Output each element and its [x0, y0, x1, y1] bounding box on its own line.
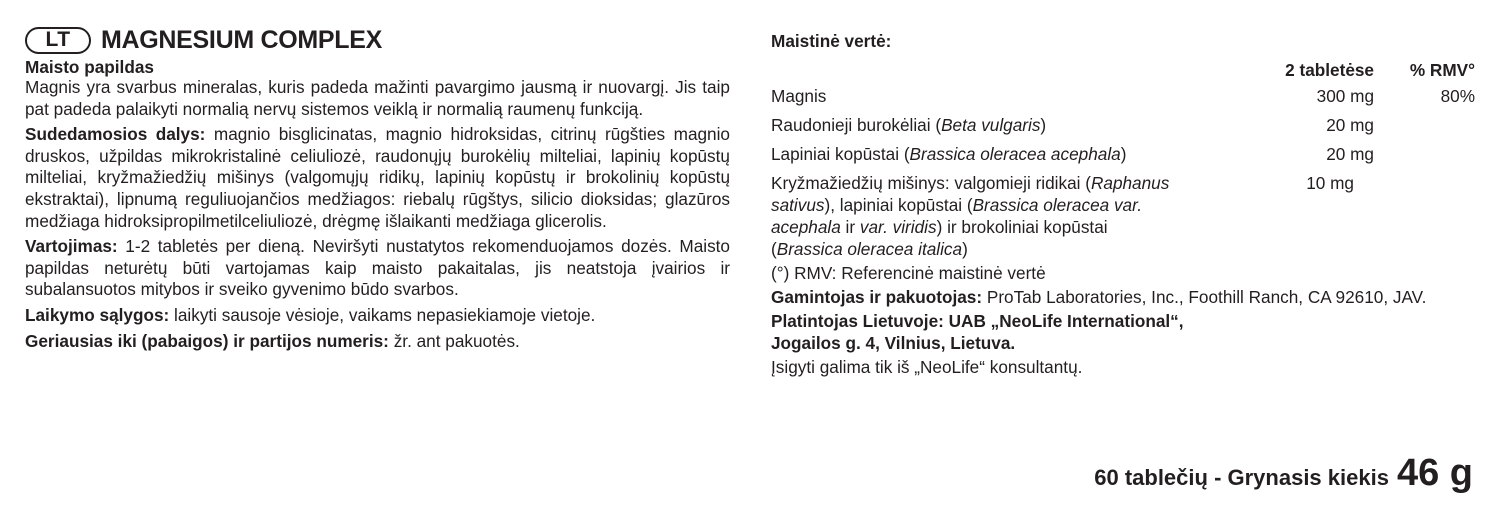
nutrient-name: Kryžmažiedžių mišinys: valgomieji ridikai (Raphanus sativus), lapiniai kopūstai (Brassica oleracea var. acephala ir var. viridis) ir brokoliniai kopūstai (Brassica oleracea italica) — [771, 173, 1170, 259]
rmv-column-header: % RMV° — [1409, 60, 1475, 80]
nutrition-title: Maistinė vertė: — [771, 31, 892, 51]
nutrition-header-row — [771, 59, 1486, 81]
nutrition-table — [771, 59, 1486, 260]
distributor-name: UAB „NeoLife International“, — [943, 311, 1184, 331]
distributor-paragraph — [771, 310, 1486, 354]
right-column — [771, 30, 1486, 378]
ingredients-label: Sudedamosios dalys: — [25, 124, 206, 145]
nutrient-name: Raudonieji burokėliai (Beta vulgaris) — [771, 115, 1047, 135]
nutrient-amount: 20 mg — [1326, 144, 1374, 164]
product-header — [25, 24, 730, 56]
nutrient-name: Magnis — [771, 86, 827, 106]
product-title: MAGNESIUM COMPLEX — [101, 25, 383, 54]
usage-text: 1-2 tabletės per dieną. Neviršyti nustatytos rekomenduojamos dozės. Maisto papildas neturėtų būti vartojamas kaip maisto pakaitalas, jis neatstoja įvairios ir subalansuotos mitybos ir sveiko gyvenimo būdo svarbos. — [25, 236, 730, 300]
nutrient-rmv — [1374, 143, 1475, 165]
best-before-label: Geriausias iki (pabaigos) ir partijos numeris: — [25, 330, 389, 351]
nutrition-row-magnesium — [771, 85, 1486, 107]
nutrient-name: Lapiniai kopūstai (Brassica oleracea acephala) — [771, 144, 1127, 164]
product-description: Magnis yra svarbus mineralas, kuris padeda mažinti pavargimo jausmą ir nuovargį. Jis taip pat padeda palaikyti normalią nervų sistemos veiklą ir normalią raumenų funkciją. — [25, 77, 730, 119]
usage-label: Vartojimas: — [25, 236, 118, 257]
nutrient-rmv: 80% — [1440, 86, 1475, 106]
distributor-label: Platintojas Lietuvoje: — [771, 311, 944, 331]
distributor-address: Jogailos g. 4, Vilnius, Lietuva. — [771, 333, 1016, 353]
nutrient-amount: 10 mg — [1306, 173, 1354, 193]
nutrition-row-beetroot — [771, 114, 1486, 136]
nutrient-amount: 300 mg — [1316, 86, 1374, 106]
nutrient-rmv — [1374, 114, 1475, 136]
left-column — [25, 24, 730, 352]
manufacturer-text: ProTab Laboratories, Inc., Foothill Ranch, CA 92610, JAV. — [982, 287, 1427, 307]
net-weight: 46 g — [1396, 452, 1473, 494]
rmv-footnote: (°) RMV: Referencinė maistinė vertė — [771, 263, 1046, 283]
ingredients-paragraph — [25, 124, 730, 232]
ingredients-text: magnio bisglicinatas, magnio hidroksidas, citrinų rūgšties magnio druskos, užpildas mikrokristalinė celiuliozė, raudonųjų burokėlių milteliai, lapinių kopūstų milteliai, kryžmažiedžių mišinys (valgomųjų ridikų, lapinių kopūstų ir brokolinių kopūstų ekstraktai), lipnumą reguliuojančios medžiagos: riebalų rūgštys, silicio dioksidas; glazūros medžiaga hidroksipropilmetilceliuliozė, drėgmę išlaikanti medžiaga glicerolis. — [25, 124, 730, 231]
amount-column-header: 2 tabletėse — [1285, 60, 1374, 80]
nutrition-row-cruciferous — [771, 172, 1486, 260]
nutrition-row-kale — [771, 143, 1486, 165]
best-before-text: žr. ant pakuotės. — [388, 330, 520, 351]
nutrient-amount: 20 mg — [1326, 115, 1374, 135]
purchase-note: Įsigyti galima tik iš „NeoLife“ konsultantų. — [771, 357, 1083, 377]
best-before-paragraph — [25, 331, 730, 353]
quantity-label: 60 tablečių - Grynasis kiekis — [1094, 465, 1389, 490]
usage-paragraph — [25, 236, 730, 301]
storage-paragraph — [25, 305, 730, 327]
net-quantity — [1094, 452, 1473, 495]
manufacturer-paragraph — [771, 286, 1486, 308]
storage-label: Laikymo sąlygos: — [25, 304, 170, 325]
language-badge: LT — [25, 27, 91, 54]
storage-text: laikyti sausoje vėsioje, vaikams nepasiekiamoje vietoje. — [169, 304, 596, 325]
product-subtitle: Maisto papildas — [25, 57, 154, 77]
manufacturer-label: Gamintojas ir pakuotojas: — [771, 287, 983, 307]
